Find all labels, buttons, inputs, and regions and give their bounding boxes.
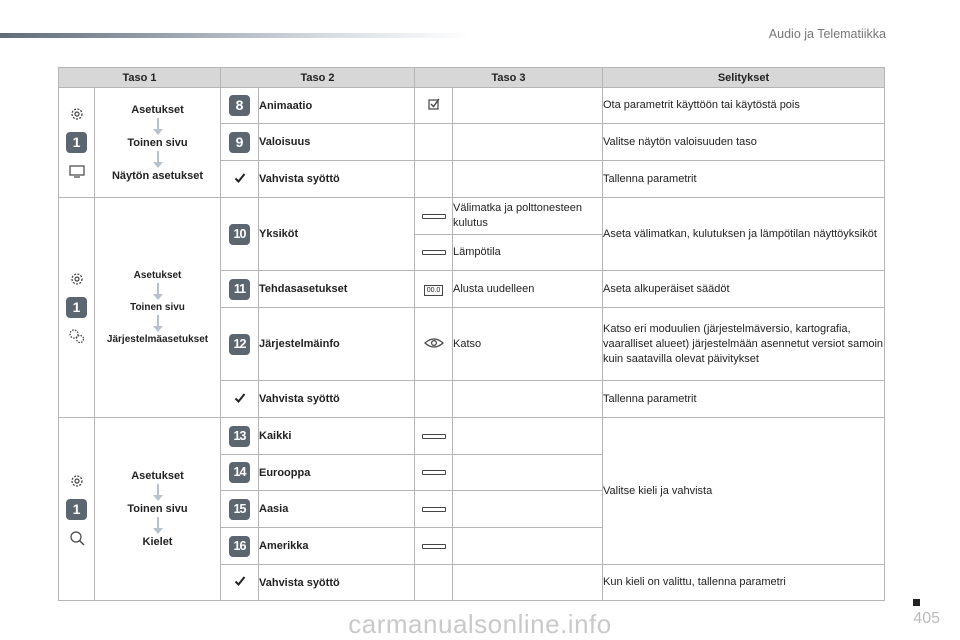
settings-table: [58, 67, 885, 601]
level1-icons-cell: [59, 88, 95, 198]
down-arrow-icon: [153, 118, 163, 135]
table-row: [59, 418, 885, 455]
level2-label: Yksiköt: [259, 198, 415, 271]
level2-label: Vahvista syöttö: [259, 565, 415, 601]
reset-value-icon: 00.0: [424, 285, 444, 296]
level2-label: Amerikka: [259, 528, 415, 565]
level1-icons-cell: [59, 418, 95, 601]
level1-path-cell: [95, 418, 221, 601]
table-header-row: [59, 68, 885, 88]
item-number-badge: 9: [229, 132, 250, 153]
level2-label: Eurooppa: [259, 455, 415, 491]
item-number-badge: 12: [229, 334, 250, 355]
description-text: Tallenna parametrit: [603, 381, 885, 418]
level1-second-page-label: Toinen sivu: [127, 503, 188, 515]
watermark: carmanualsonline.info: [348, 609, 612, 639]
gear-icon: [69, 106, 85, 122]
selector-bar-icon: [422, 544, 446, 549]
description-text: Aseta välimatkan, kulutuksen ja lämpötilan näyttöyksiköt: [603, 198, 885, 271]
level1-path-cell: [95, 198, 221, 418]
checkbox-icon: [427, 97, 441, 111]
level3-label: Lämpötila: [453, 235, 603, 271]
level-badge: 1: [66, 297, 87, 318]
down-arrow-icon: [153, 517, 163, 534]
header-level2: Taso 2: [221, 68, 415, 88]
language-icon: [68, 530, 86, 546]
level2-label: Järjestelmäinfo: [259, 308, 415, 381]
level2-label: Aasia: [259, 491, 415, 528]
level3-label: Katso: [453, 308, 603, 381]
item-number-badge: 13: [229, 426, 250, 447]
selector-bar-icon: [422, 250, 446, 255]
section-title: Audio ja Telematiikka: [768, 27, 886, 41]
level1-second-page-label: Toinen sivu: [130, 302, 185, 313]
level2-label: Animaatio: [259, 88, 415, 124]
item-number-badge: 11: [229, 279, 250, 300]
level1-icons-cell: [59, 198, 95, 418]
level1-settings-label: Asetukset: [131, 103, 184, 116]
description-text: Tallenna parametrit: [603, 161, 885, 198]
level2-label: Tehdasasetukset: [259, 271, 415, 308]
selector-bar-icon: [422, 470, 446, 475]
level1-settings-label: Asetukset: [133, 270, 182, 281]
level1-second-page-label: Toinen sivu: [127, 136, 188, 149]
description-text: Ota parametrit käyttöön tai käytöstä pois: [603, 88, 885, 124]
header-description: Selitykset: [603, 68, 885, 88]
page-number: 405: [913, 610, 940, 627]
level1-settings-label: Asetukset: [131, 470, 184, 482]
level3-label: Alusta uudelleen: [453, 271, 603, 308]
level1-screen-settings-label: Näytön asetukset: [111, 169, 204, 182]
item-number-badge: 8: [229, 95, 250, 116]
table-row: [59, 198, 885, 235]
gear-icon: [69, 271, 85, 287]
header-level1: Taso 1: [59, 68, 221, 88]
down-arrow-icon: [153, 151, 163, 168]
level2-label: Kaikki: [259, 418, 415, 455]
checkmark-icon: [234, 172, 246, 184]
level3-label: Välimatka ja polttonesteen kulutus: [453, 198, 603, 235]
system-settings-icon: [68, 328, 86, 344]
checkmark-icon: [234, 575, 246, 587]
screen-settings-icon: [68, 163, 86, 179]
item-number-badge: 15: [229, 499, 250, 520]
level-badge: 1: [66, 132, 87, 153]
item-number-badge: 16: [229, 536, 250, 557]
checkmark-icon: [234, 392, 246, 404]
description-text: Katso eri moduulien (järjestelmäversio, kartografia, vaaralliset alueet) järjestelmään asennetut versiot samoin kuin saatavilla olevat päivitykset: [603, 308, 885, 381]
level2-label: Valoisuus: [259, 124, 415, 161]
gear-icon: [69, 473, 85, 489]
item-number-badge: 14: [229, 462, 250, 483]
level1-system-settings-label: Järjestelmäasetukset: [106, 334, 209, 345]
header-gradient-bar: [0, 33, 470, 38]
level1-languages-label: Kielet: [142, 536, 173, 548]
item-number-badge: 10: [229, 224, 250, 245]
down-arrow-icon: [153, 484, 163, 501]
description-text: Valitse näytön valoisuuden taso: [603, 124, 885, 161]
selector-bar-icon: [422, 214, 446, 219]
level2-label: Vahvista syöttö: [259, 381, 415, 418]
down-arrow-icon: [153, 283, 163, 300]
table-row: [59, 88, 885, 124]
level1-path-cell: [95, 88, 221, 198]
header-level3: Taso 3: [415, 68, 603, 88]
description-text: Aseta alkuperäiset säädöt: [603, 271, 885, 308]
level-badge: 1: [66, 499, 87, 520]
eye-icon: [424, 337, 444, 349]
description-text: Kun kieli on valittu, tallenna parametri: [603, 565, 885, 601]
selector-bar-icon: [422, 507, 446, 512]
page-marker: [913, 599, 920, 606]
down-arrow-icon: [153, 315, 163, 332]
level2-label: Vahvista syöttö: [259, 161, 415, 198]
description-text: Valitse kieli ja vahvista: [603, 418, 885, 565]
selector-bar-icon: [422, 434, 446, 439]
